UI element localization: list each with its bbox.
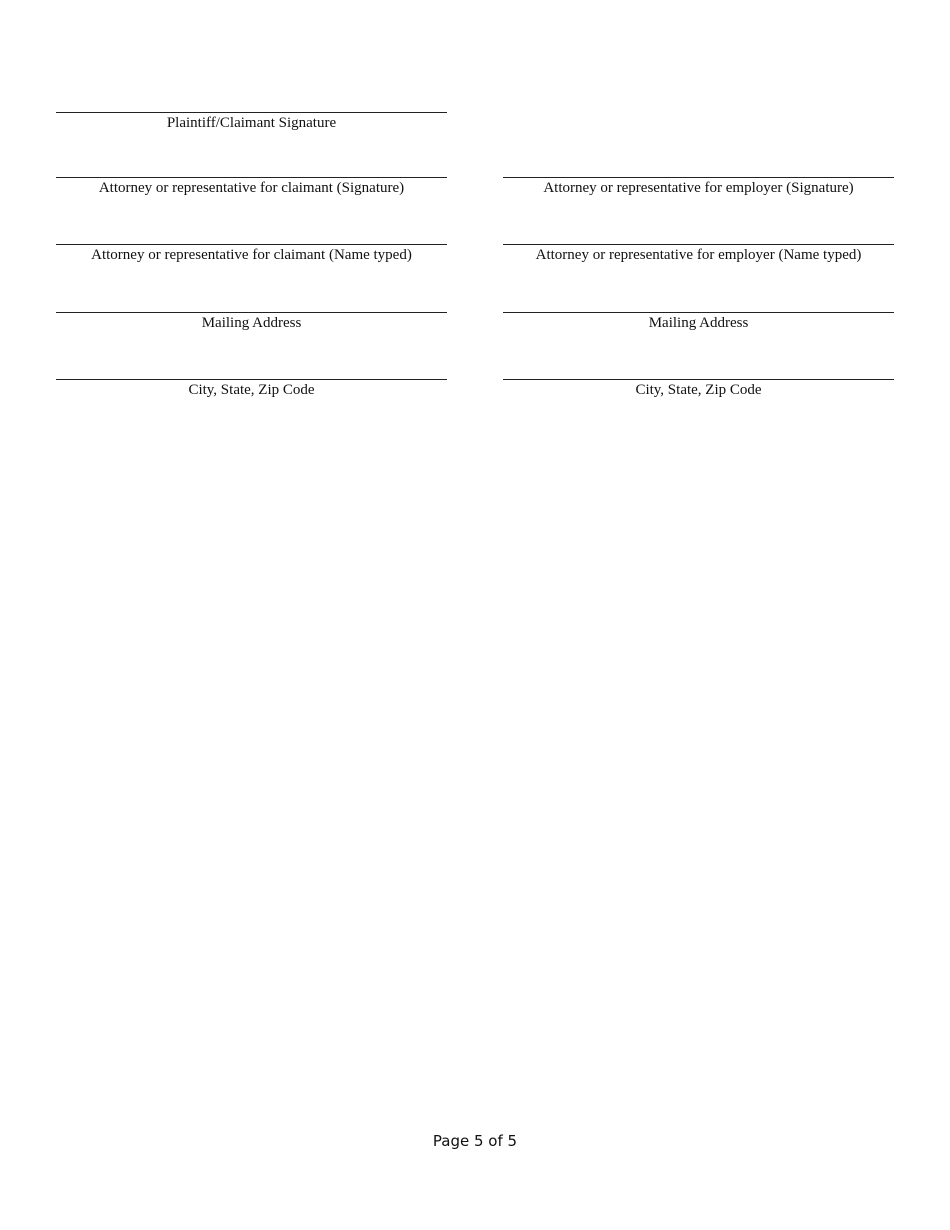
claimant-attorney-name-line[interactable] <box>56 244 447 264</box>
claimant-attorney-signature-line[interactable] <box>56 177 447 197</box>
claimant-mailing-address-label: Mailing Address <box>201 315 302 331</box>
employer-attorney-signature-label: Attorney or representative for employer (Signature) <box>543 180 854 196</box>
employer-attorney-name-label: Attorney or representative for employer (Name typed) <box>535 247 862 263</box>
claimant-city-state-zip-line[interactable] <box>56 379 447 399</box>
employer-mailing-address-line[interactable] <box>503 312 894 332</box>
employer-attorney-signature-line[interactable] <box>503 177 894 197</box>
employer-attorney-name-line[interactable] <box>503 244 894 264</box>
employer-mailing-address-label: Mailing Address <box>648 315 749 331</box>
claimant-mailing-address-line[interactable] <box>56 312 447 332</box>
employer-city-state-zip-line[interactable] <box>503 379 894 399</box>
plaintiff-signature-line[interactable] <box>56 112 447 132</box>
claimant-attorney-name-label: Attorney or representative for claimant (Name typed) <box>91 247 412 263</box>
plaintiff-signature-label: Plaintiff/Claimant Signature <box>166 115 337 131</box>
employer-city-state-zip-label: City, State, Zip Code <box>635 382 762 398</box>
claimant-city-state-zip-label: City, State, Zip Code <box>188 382 315 398</box>
page-number: Page 5 of 5 <box>432 1132 518 1150</box>
claimant-attorney-signature-label: Attorney or representative for claimant (Signature) <box>98 180 405 196</box>
